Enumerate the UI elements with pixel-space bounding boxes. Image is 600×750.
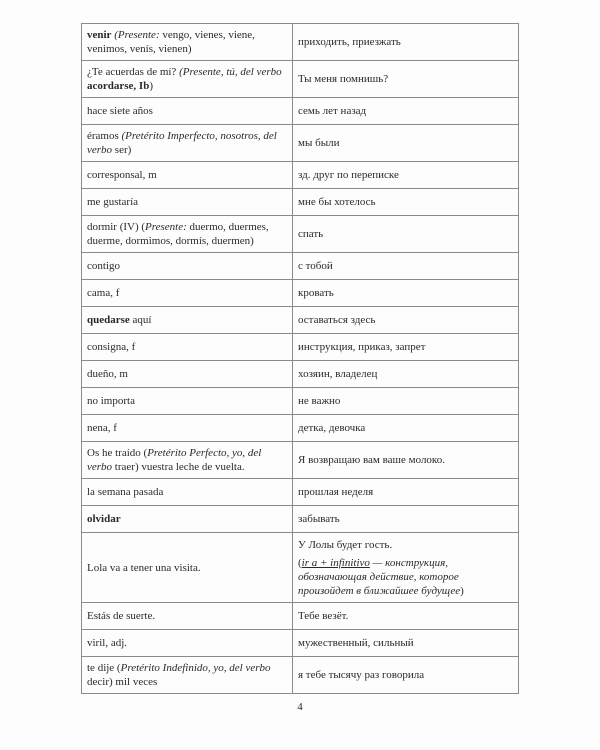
- spanish-term-cell: [82, 388, 293, 415]
- text-run: детка, девочка: [298, 422, 366, 434]
- translation-text: [298, 539, 392, 551]
- text-run: me gustaría: [87, 196, 139, 208]
- table-row: [82, 479, 519, 506]
- text-run: te dije (: [87, 662, 121, 674]
- text-run: contigo: [87, 260, 120, 272]
- table-row: [82, 657, 519, 694]
- russian-translation-cell: [293, 61, 519, 98]
- text-run: не важно: [298, 395, 341, 407]
- text-run: éramos: [87, 130, 122, 142]
- translation-text: [298, 260, 333, 272]
- russian-translation-cell: [293, 630, 519, 657]
- spanish-term-cell: [82, 361, 293, 388]
- russian-translation-cell: [293, 280, 519, 307]
- table-row: [82, 189, 519, 216]
- table-row: [82, 280, 519, 307]
- text-run: traer) vuestra leche de vuelta.: [112, 461, 245, 473]
- vocabulary-table: [81, 23, 519, 694]
- table-row: [82, 61, 519, 98]
- table-row: [82, 253, 519, 280]
- russian-translation-cell: [293, 162, 519, 189]
- translation-text: [298, 454, 445, 466]
- table-row: [82, 125, 519, 162]
- text-run: dormir (IV) (: [87, 221, 146, 233]
- spanish-term-cell: [82, 61, 293, 98]
- text-run: кровать: [298, 287, 334, 299]
- spanish-term-cell: [82, 189, 293, 216]
- text-run: Lola va a tener una visita.: [87, 561, 201, 574]
- translation-text: [298, 669, 424, 681]
- text-run: оставаться здесь: [298, 314, 376, 326]
- translation-text: [298, 610, 348, 622]
- spanish-term-cell: [82, 479, 293, 506]
- text-run: прошлая неделя: [298, 486, 374, 498]
- spanish-term-cell: [82, 280, 293, 307]
- russian-translation-cell: [293, 442, 519, 479]
- russian-translation-cell: [293, 253, 519, 280]
- text-run: — конструкция, обозначающая действие, которое произойдет в ближайшее будущее: [298, 556, 461, 597]
- text-run: nena, f: [87, 422, 117, 434]
- russian-translation-cell: [293, 603, 519, 630]
- text-run: Presente:: [145, 221, 187, 233]
- text-run: ser): [112, 144, 132, 156]
- russian-translation-cell: [293, 479, 519, 506]
- text-run: corresponsal, m: [87, 169, 157, 181]
- table-row: [82, 162, 519, 189]
- text-run: dueño, m: [87, 368, 128, 380]
- table-row: [82, 24, 519, 61]
- text-run: спать: [298, 228, 324, 240]
- translation-text: [298, 73, 388, 85]
- russian-translation-cell: [293, 506, 519, 533]
- vocabulary-table-body: [82, 24, 519, 694]
- text-run: Тебе везёт.: [298, 610, 349, 622]
- translation-text: [298, 314, 375, 326]
- spanish-term-cell: [82, 442, 293, 479]
- text-run: aquí: [129, 314, 152, 326]
- text-run: la semana pasada: [87, 486, 164, 498]
- text-run: мне бы хотелось: [298, 196, 376, 208]
- spanish-term-cell: [82, 533, 293, 603]
- translation-text: [298, 368, 377, 380]
- table-row: [82, 603, 519, 630]
- spanish-term-cell: [82, 216, 293, 253]
- grammar-note: [298, 556, 513, 598]
- russian-translation-cell: [293, 216, 519, 253]
- text-run: Я возвращаю вам ваше молоко.: [298, 454, 445, 466]
- translation-text: [298, 169, 399, 181]
- table-row: [82, 506, 519, 533]
- russian-translation-cell: [293, 415, 519, 442]
- table-row: [82, 334, 519, 361]
- table-row: [82, 442, 519, 479]
- page-number: 4: [297, 701, 303, 713]
- text-run: hace siete años: [87, 105, 153, 117]
- text-run: с тобой: [298, 260, 333, 272]
- translation-text: [298, 486, 373, 498]
- text-run: мы были: [298, 137, 340, 149]
- table-row: [82, 630, 519, 657]
- spanish-term-cell: [82, 125, 293, 162]
- spanish-term-cell: [82, 24, 293, 61]
- text-run: cama, f: [87, 287, 120, 299]
- table-row: [82, 307, 519, 334]
- text-run: no importa: [87, 395, 135, 407]
- text-run: Os he traído (: [87, 447, 148, 459]
- text-run: Ты меня помнишь?: [298, 73, 389, 85]
- table-row: [82, 98, 519, 125]
- table-row: [82, 216, 519, 253]
- spanish-term-cell: [82, 334, 293, 361]
- text-run: (Presente:: [114, 29, 160, 41]
- table-row: [82, 533, 519, 603]
- russian-translation-cell: [293, 307, 519, 334]
- russian-translation-cell: [293, 657, 519, 694]
- translation-text: [298, 228, 323, 240]
- text-run: venir: [87, 29, 112, 41]
- text-run: У Лолы будет гость.: [298, 538, 393, 551]
- text-run: забывать: [298, 513, 340, 525]
- spanish-term-cell: [82, 630, 293, 657]
- text-run: acordarse, Ib: [87, 80, 150, 92]
- text-run: (Presente, tú, del verbo: [179, 66, 282, 78]
- spanish-term-cell: [82, 98, 293, 125]
- text-run: хозяин, владелец: [298, 368, 378, 380]
- russian-translation-cell: [293, 24, 519, 61]
- spanish-term-cell: [82, 506, 293, 533]
- text-run: зд. друг по переписке: [298, 169, 399, 181]
- translation-text: [298, 287, 334, 299]
- translation-text: [298, 341, 425, 353]
- spanish-term-cell: [82, 657, 293, 694]
- russian-translation-cell: [293, 388, 519, 415]
- russian-translation-cell: [293, 98, 519, 125]
- text-run: quedarse: [87, 314, 130, 326]
- spanish-term-cell: [82, 162, 293, 189]
- text-run: Pretérito Indefinido, yo, del verbo: [120, 662, 271, 674]
- text-run: vengo, vienes, viene, venimos, venís, vienen): [87, 29, 255, 55]
- text-run: olvidar: [87, 513, 121, 525]
- translation-text: [298, 513, 340, 525]
- text-run: duermo, duermes, duerme, dormimos, dormís, duermen): [87, 221, 269, 247]
- text-run: Estás de suerte.: [87, 610, 156, 622]
- russian-translation-cell: [293, 334, 519, 361]
- translation-text: [298, 196, 376, 208]
- table-row: [82, 361, 519, 388]
- text-run: viril, adj.: [87, 637, 128, 649]
- translation-text: [298, 637, 414, 649]
- translation-text: [298, 395, 340, 407]
- text-run: приходить, приезжать: [298, 36, 401, 48]
- translation-text: [298, 105, 366, 117]
- russian-translation-cell: [293, 125, 519, 162]
- text-run: я тебе тысячу раз говорила: [298, 669, 425, 681]
- text-run: ): [149, 80, 153, 92]
- table-row: [82, 415, 519, 442]
- text-run: мужественный, сильный: [298, 637, 414, 649]
- text-run: ): [460, 584, 464, 597]
- text-run: инструкция, приказ, запрет: [298, 341, 426, 353]
- spanish-term-cell: [82, 415, 293, 442]
- text-run: consigna, f: [87, 341, 136, 353]
- spanish-term-cell: [82, 307, 293, 334]
- text-run: ¿Te acuerdas de mí?: [87, 66, 180, 78]
- text-run: семь лет назад: [298, 105, 367, 117]
- text-run: decir) mil veces: [87, 676, 158, 688]
- spanish-term-cell: [82, 603, 293, 630]
- russian-translation-cell: [293, 189, 519, 216]
- text-run: (Pretérito Imperfecto, nosotros, del verbo: [87, 130, 277, 156]
- translation-text: [298, 422, 365, 434]
- table-row: [82, 388, 519, 415]
- text-run: (: [298, 556, 302, 569]
- text-run: ir a + infinitivo: [301, 556, 370, 569]
- russian-translation-cell: [293, 361, 519, 388]
- text-run: Pretérito Perfecto, yo, del verbo: [87, 447, 262, 473]
- russian-translation-cell: [293, 533, 519, 603]
- translation-text: [298, 137, 339, 149]
- translation-text: [298, 36, 401, 48]
- spanish-term-cell: [82, 253, 293, 280]
